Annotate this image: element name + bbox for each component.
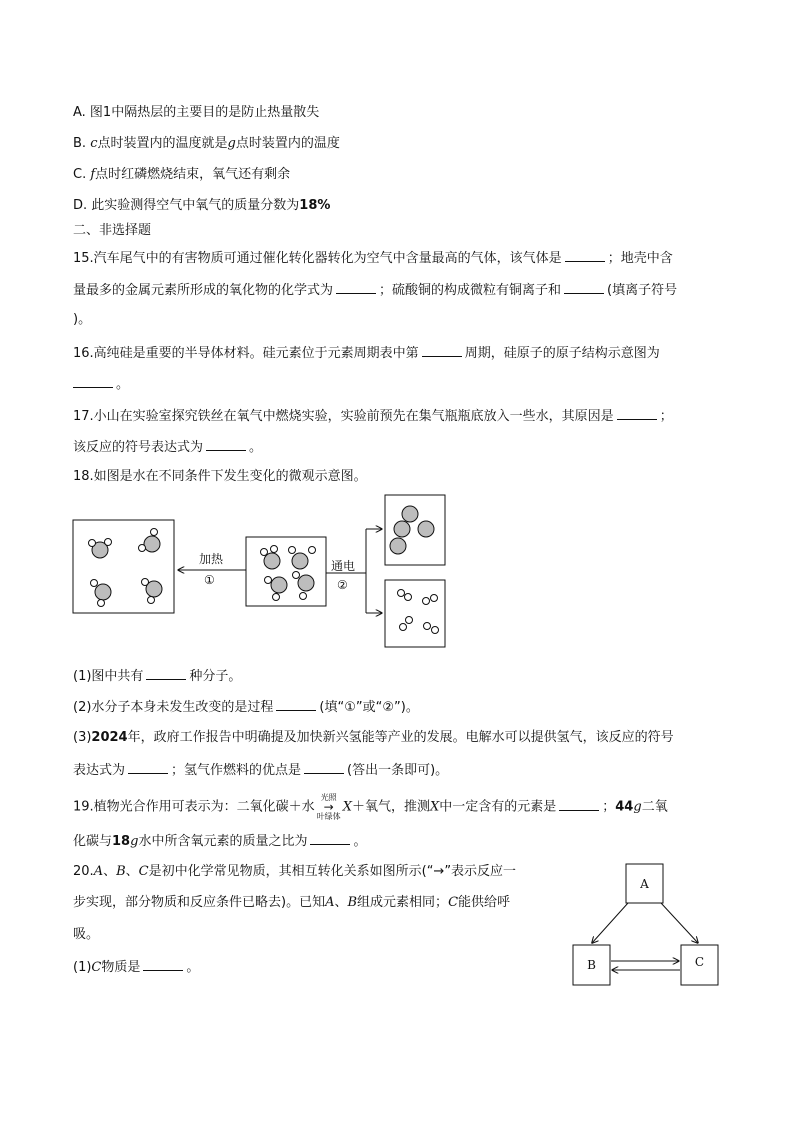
q20-line1: 20.A、B、C是初中化学常见物质，其相互转化关系如图所示(“→”表示反应一	[73, 864, 517, 879]
answer-blank[interactable]	[128, 760, 168, 774]
answer-blank[interactable]	[559, 797, 599, 811]
oxygen-box	[385, 495, 445, 565]
option-a: A. 图1中隔热层的主要目的是防止热量散失	[73, 105, 320, 120]
q17-line1: 17.小山在实验室探究铁丝在氧气中燃烧实验，实验前预先在集气瓶瓶底放入一些水，其原因是 ；	[73, 406, 673, 426]
answer-blank[interactable]	[276, 697, 316, 711]
water-box	[246, 537, 326, 606]
q15-line1: 15.汽车尾气中的有害物质可通过催化转化器转化为空气中含量最高的气体，该气体是 ；地壳中含	[73, 248, 673, 268]
answer-blank[interactable]	[310, 831, 350, 845]
arrow-a-b	[592, 903, 628, 943]
q20-sub1: (1)C物质是 。	[73, 957, 199, 977]
abc-relation-diagram	[573, 864, 718, 985]
water-molecule	[293, 572, 315, 600]
water-molecule	[289, 547, 316, 570]
elec-number: ②	[337, 578, 348, 592]
q15-line2: 量最多的金属元素所形成的氧化物的化学式为 ；硫酸铜的构成微粒有铜离子和 (填离子符号	[73, 280, 677, 300]
q18-sub3-line2: 表达式为 ；氢气作燃料的优点是 (答出一条即可)。	[73, 760, 448, 780]
node-a: A	[640, 877, 649, 891]
heat-number: ①	[204, 573, 215, 587]
node-b: B	[587, 958, 596, 972]
q18-sub3-line1: (3)2024年，政府工作报告中明确提及加快新兴氢能等产业的发展。电解水可以提供氢气，该反应的符号	[73, 730, 674, 745]
q19-line1: 19.植物光合作用可表示为：二氧化碳＋水 光照 → 叶绿体 X＋氧气，推测X中一定含有的元素是 ；44g二氧	[73, 793, 668, 821]
q18-sub2: (2)水分子本身未发生改变的是过程 (填“①”或“②”)。	[73, 697, 419, 717]
q19-line2: 化碳与18g水中所含氧元素的质量之比为 。	[73, 831, 366, 851]
q20-line2: 步实现，部分物质和反应条件已略去)。已知A、B组成元素相同；C能供给呼	[73, 895, 511, 910]
heat-label: 加热	[199, 552, 224, 566]
q18-sub1: (1)图中共有 种分子。	[73, 666, 241, 686]
water-molecule	[265, 577, 288, 601]
elec-label: 通电	[331, 559, 356, 573]
q18-title: 18.如图是水在不同条件下发生变化的微观示意图。	[73, 469, 367, 484]
answer-blank[interactable]	[146, 666, 186, 680]
option-c: C. f点时红磷燃烧结束，氧气还有剩余	[73, 167, 291, 182]
q15-line3: )。	[73, 312, 92, 327]
water-molecule	[261, 546, 281, 570]
q16-line1: 16.高纯硅是重要的半导体材料。硅元素位于元素周期表中第 周期，硅原子的原子结构示意图为	[73, 343, 660, 363]
hydrogen-box	[385, 580, 445, 647]
water-molecule	[142, 579, 163, 604]
arrow-a-c	[661, 903, 698, 943]
q16-line2: 。	[73, 374, 129, 394]
answer-blank[interactable]	[143, 957, 183, 971]
reaction-condition: 光照 → 叶绿体	[316, 793, 341, 821]
option-b: B. c点时装置内的温度就是g点时装置内的温度	[73, 136, 340, 151]
heated-water-box	[73, 520, 174, 613]
water-molecule	[139, 529, 161, 553]
water-molecule	[91, 580, 112, 607]
node-c: C	[694, 955, 705, 969]
q20-line3: 吸。	[73, 927, 100, 942]
section-title: 二、非选择题	[73, 223, 152, 238]
q17-line2: 该反应的符号表达式为 。	[73, 437, 262, 457]
water-molecule	[89, 539, 112, 559]
answer-blank[interactable]	[304, 760, 344, 774]
option-d: D. 此实验测得空气中氧气的质量分数为18%	[73, 198, 331, 213]
